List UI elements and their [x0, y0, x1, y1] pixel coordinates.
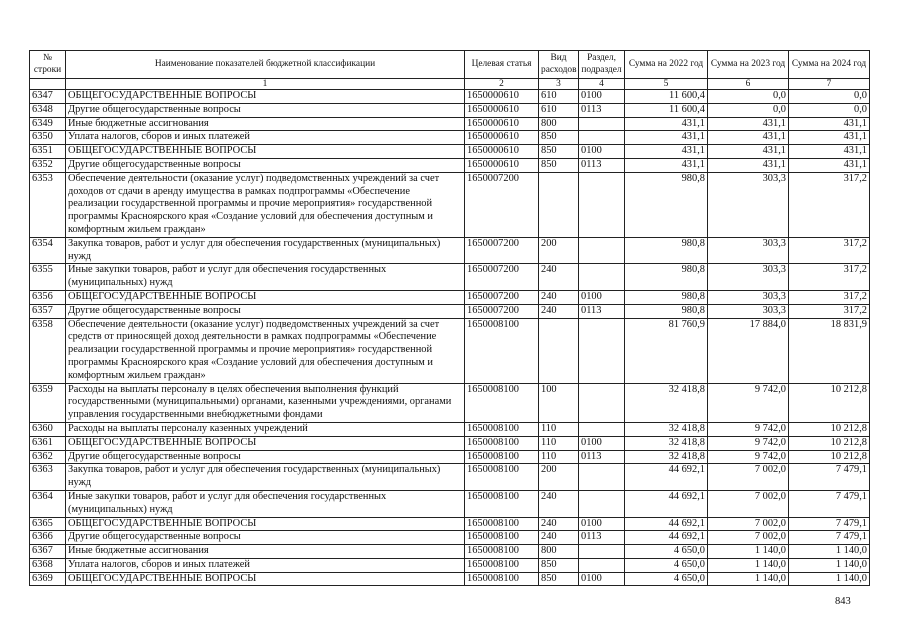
section-code: 0113 [579, 304, 625, 318]
section-code [579, 131, 625, 145]
sum-2024: 317,2 [789, 304, 870, 318]
expense-type: 240 [539, 290, 579, 304]
sum-2022: 44 692,1 [625, 531, 708, 545]
column-index: 1 [66, 79, 465, 90]
section-code [579, 545, 625, 559]
expense-type: 110 [539, 436, 579, 450]
table-row [30, 117, 870, 131]
row-number: 6358 [30, 318, 66, 383]
sum-2024: 7 479,1 [789, 464, 870, 491]
sum-2023: 303,3 [708, 290, 789, 304]
sum-2023: 0,0 [708, 90, 789, 104]
row-number: 6368 [30, 558, 66, 572]
indicator-name: ОБЩЕГОСУДАРСТВЕННЫЕ ВОПРОСЫ [66, 90, 465, 104]
indicator-name: ОБЩЕГОСУДАРСТВЕННЫЕ ВОПРОСЫ [66, 145, 465, 159]
table-row [30, 304, 870, 318]
expense-type [539, 172, 579, 237]
table-row [30, 531, 870, 545]
section-code: 0113 [579, 531, 625, 545]
row-number: 6357 [30, 304, 66, 318]
header-section: Раздел, подраздел [579, 51, 625, 79]
header-target-article: Целевая статья [465, 51, 539, 79]
indicator-name: ОБЩЕГОСУДАРСТВЕННЫЕ ВОПРОСЫ [66, 517, 465, 531]
header-sum-2023: Сумма на 2023 год [708, 51, 789, 79]
target-article: 1650000610 [465, 117, 539, 131]
table-row [30, 145, 870, 159]
sum-2024: 10 212,8 [789, 383, 870, 422]
sum-2022: 980,8 [625, 290, 708, 304]
header-sum-2024: Сумма на 2024 год [789, 51, 870, 79]
budget-table [29, 50, 870, 586]
sum-2023: 7 002,0 [708, 490, 789, 517]
section-code [579, 172, 625, 237]
indicator-name: Другие общегосударственные вопросы [66, 158, 465, 172]
section-code [579, 490, 625, 517]
sum-2022: 44 692,1 [625, 517, 708, 531]
sum-2023: 431,1 [708, 131, 789, 145]
row-number: 6356 [30, 290, 66, 304]
sum-2022: 4 650,0 [625, 572, 708, 586]
table-row [30, 572, 870, 586]
sum-2023: 9 742,0 [708, 450, 789, 464]
sum-2022: 431,1 [625, 117, 708, 131]
target-article: 1650008100 [465, 558, 539, 572]
table-row [30, 558, 870, 572]
expense-type: 240 [539, 517, 579, 531]
table-row [30, 545, 870, 559]
target-article: 1650008100 [465, 383, 539, 422]
sum-2023: 17 884,0 [708, 318, 789, 383]
target-article: 1650007200 [465, 290, 539, 304]
table-row [30, 103, 870, 117]
sum-2022: 44 692,1 [625, 490, 708, 517]
indicator-name: Иные закупки товаров, работ и услуг для обеспечения государственных (муниципальных) нужд [66, 490, 465, 517]
table-row [30, 436, 870, 450]
section-code: 0100 [579, 436, 625, 450]
expense-type: 200 [539, 237, 579, 264]
row-number: 6369 [30, 572, 66, 586]
sum-2022: 11 600,4 [625, 103, 708, 117]
indicator-name: ОБЩЕГОСУДАРСТВЕННЫЕ ВОПРОСЫ [66, 436, 465, 450]
sum-2023: 303,3 [708, 264, 789, 291]
sum-2024: 1 140,0 [789, 558, 870, 572]
table-row [30, 422, 870, 436]
indicator-name: ОБЩЕГОСУДАРСТВЕННЫЕ ВОПРОСЫ [66, 290, 465, 304]
expense-type [539, 318, 579, 383]
sum-2023: 431,1 [708, 158, 789, 172]
sum-2024: 10 212,8 [789, 436, 870, 450]
indicator-name: Другие общегосударственные вопросы [66, 103, 465, 117]
sum-2024: 317,2 [789, 264, 870, 291]
target-article: 1650008100 [465, 450, 539, 464]
column-index: 6 [708, 79, 789, 90]
column-index: 2 [465, 79, 539, 90]
section-code: 0100 [579, 145, 625, 159]
row-number: 6366 [30, 531, 66, 545]
sum-2023: 7 002,0 [708, 531, 789, 545]
row-number: 6351 [30, 145, 66, 159]
row-number: 6362 [30, 450, 66, 464]
column-index: 3 [539, 79, 579, 90]
sum-2023: 303,3 [708, 304, 789, 318]
sum-2022: 32 418,8 [625, 436, 708, 450]
sum-2023: 1 140,0 [708, 545, 789, 559]
expense-type: 610 [539, 103, 579, 117]
target-article: 1650007200 [465, 304, 539, 318]
row-number: 6352 [30, 158, 66, 172]
table-row [30, 383, 870, 422]
column-index: 4 [579, 79, 625, 90]
expense-type: 850 [539, 145, 579, 159]
sum-2024: 10 212,8 [789, 422, 870, 436]
indicator-name: Расходы на выплаты персоналу в целях обеспечения выполнения функций государственными (муниципальными) органами, казенными учреждениями, органами управления государственными внебюджетными фондами [66, 383, 465, 422]
target-article: 1650008100 [465, 517, 539, 531]
row-number: 6360 [30, 422, 66, 436]
expense-type: 240 [539, 304, 579, 318]
indicator-name: Закупка товаров, работ и услуг для обеспечения государственных (муниципальных) нужд [66, 237, 465, 264]
table-row [30, 264, 870, 291]
sum-2022: 32 418,8 [625, 383, 708, 422]
section-code [579, 318, 625, 383]
indicator-name: Другие общегосударственные вопросы [66, 531, 465, 545]
sum-2024: 18 831,9 [789, 318, 870, 383]
target-article: 1650000610 [465, 158, 539, 172]
indicator-name: Обеспечение деятельности (оказание услуг) подведомственных учреждений за счет средств от приносящей доход деятельности в рамках подпрограммы «Обеспечение реализации государственной программы и прочие мероприятия» государственной программы Красноярского края «Создание условий для обеспечения доступным и комфортным жильем граждан» [66, 318, 465, 383]
header-indicator-name: Наименование показателей бюджетной классификации [66, 51, 465, 79]
section-code: 0113 [579, 158, 625, 172]
section-code: 0113 [579, 103, 625, 117]
header-sum-2022: Сумма на 2022 год [625, 51, 708, 79]
target-article: 1650008100 [465, 490, 539, 517]
sum-2022: 980,8 [625, 264, 708, 291]
table-header-row [30, 51, 870, 79]
sum-2024: 0,0 [789, 103, 870, 117]
sum-2024: 1 140,0 [789, 545, 870, 559]
indicator-name: Иные бюджетные ассигнования [66, 117, 465, 131]
expense-type: 100 [539, 383, 579, 422]
row-number: 6355 [30, 264, 66, 291]
expense-type: 850 [539, 558, 579, 572]
sum-2022: 980,8 [625, 237, 708, 264]
sum-2024: 0,0 [789, 90, 870, 104]
sum-2022: 32 418,8 [625, 450, 708, 464]
target-article: 1650008100 [465, 531, 539, 545]
table-row [30, 172, 870, 237]
section-code: 0100 [579, 517, 625, 531]
target-article: 1650008100 [465, 318, 539, 383]
row-number: 6361 [30, 436, 66, 450]
header-expense-type: Вид расходов [539, 51, 579, 79]
target-article: 1650008100 [465, 422, 539, 436]
expense-type: 850 [539, 158, 579, 172]
section-code [579, 264, 625, 291]
target-article: 1650000610 [465, 103, 539, 117]
sum-2023: 0,0 [708, 103, 789, 117]
table-row [30, 237, 870, 264]
table-row [30, 318, 870, 383]
section-code [579, 558, 625, 572]
target-article: 1650000610 [465, 145, 539, 159]
sum-2024: 1 140,0 [789, 572, 870, 586]
row-number: 6348 [30, 103, 66, 117]
sum-2022: 4 650,0 [625, 558, 708, 572]
expense-type: 850 [539, 131, 579, 145]
indicator-name: Уплата налогов, сборов и иных платежей [66, 131, 465, 145]
sum-2023: 1 140,0 [708, 572, 789, 586]
target-article: 1650007200 [465, 264, 539, 291]
sum-2024: 431,1 [789, 117, 870, 131]
row-number: 6359 [30, 383, 66, 422]
indicator-name: Иные бюджетные ассигнования [66, 545, 465, 559]
sum-2022: 32 418,8 [625, 422, 708, 436]
sum-2024: 317,2 [789, 237, 870, 264]
column-index: 7 [789, 79, 870, 90]
row-number: 6365 [30, 517, 66, 531]
section-code: 0100 [579, 572, 625, 586]
target-article: 1650007200 [465, 237, 539, 264]
expense-type: 850 [539, 572, 579, 586]
section-code [579, 422, 625, 436]
sum-2022: 81 760,9 [625, 318, 708, 383]
section-code [579, 117, 625, 131]
column-index [30, 79, 66, 90]
row-number: 6364 [30, 490, 66, 517]
sum-2023: 9 742,0 [708, 436, 789, 450]
section-code: 0113 [579, 450, 625, 464]
row-number: 6353 [30, 172, 66, 237]
sum-2023: 7 002,0 [708, 517, 789, 531]
expense-type: 110 [539, 450, 579, 464]
sum-2023: 9 742,0 [708, 383, 789, 422]
target-article: 1650008100 [465, 464, 539, 491]
sum-2022: 4 650,0 [625, 545, 708, 559]
sum-2022: 431,1 [625, 131, 708, 145]
section-code [579, 464, 625, 491]
sum-2023: 303,3 [708, 237, 789, 264]
expense-type: 240 [539, 490, 579, 517]
row-number: 6354 [30, 237, 66, 264]
sum-2024: 431,1 [789, 131, 870, 145]
expense-type: 800 [539, 545, 579, 559]
column-index-row [30, 79, 870, 90]
sum-2022: 980,8 [625, 172, 708, 237]
header-row-number: № строки [30, 51, 66, 79]
target-article: 1650008100 [465, 545, 539, 559]
page-number: 843 [835, 596, 851, 607]
table-body [30, 90, 870, 586]
expense-type: 610 [539, 90, 579, 104]
table-row [30, 490, 870, 517]
section-code: 0100 [579, 290, 625, 304]
expense-type: 240 [539, 531, 579, 545]
target-article: 1650007200 [465, 172, 539, 237]
sum-2024: 431,1 [789, 145, 870, 159]
column-index: 5 [625, 79, 708, 90]
expense-type: 800 [539, 117, 579, 131]
sum-2024: 317,2 [789, 172, 870, 237]
table-row [30, 158, 870, 172]
target-article: 1650008100 [465, 436, 539, 450]
row-number: 6363 [30, 464, 66, 491]
row-number: 6347 [30, 90, 66, 104]
expense-type: 200 [539, 464, 579, 491]
indicator-name: Обеспечение деятельности (оказание услуг) подведомственных учреждений за счет доходов от сдачи в аренду имущества в рамках подпрограммы «Обеспечение реализации государственной программы и прочие мероприятия» государственной программы Красноярского края «Создание условий для обеспечения доступным и комфортным жильем граждан» [66, 172, 465, 237]
target-article: 1650000610 [465, 131, 539, 145]
sum-2022: 11 600,4 [625, 90, 708, 104]
section-code [579, 383, 625, 422]
target-article: 1650008100 [465, 572, 539, 586]
sum-2024: 7 479,1 [789, 531, 870, 545]
table-row [30, 131, 870, 145]
sum-2023: 9 742,0 [708, 422, 789, 436]
sum-2023: 7 002,0 [708, 464, 789, 491]
sum-2022: 44 692,1 [625, 464, 708, 491]
expense-type: 240 [539, 264, 579, 291]
table-row [30, 450, 870, 464]
sum-2023: 431,1 [708, 117, 789, 131]
indicator-name: Другие общегосударственные вопросы [66, 450, 465, 464]
sum-2024: 317,2 [789, 290, 870, 304]
indicator-name: Закупка товаров, работ и услуг для обеспечения государственных (муниципальных) нужд [66, 464, 465, 491]
indicator-name: Иные закупки товаров, работ и услуг для обеспечения государственных (муниципальных) нужд [66, 264, 465, 291]
row-number: 6367 [30, 545, 66, 559]
sum-2023: 303,3 [708, 172, 789, 237]
indicator-name: Расходы на выплаты персоналу казенных учреждений [66, 422, 465, 436]
sum-2022: 431,1 [625, 158, 708, 172]
indicator-name: Уплата налогов, сборов и иных платежей [66, 558, 465, 572]
sum-2022: 980,8 [625, 304, 708, 318]
table-row [30, 464, 870, 491]
sum-2024: 431,1 [789, 158, 870, 172]
section-code [579, 237, 625, 264]
sum-2023: 1 140,0 [708, 558, 789, 572]
indicator-name: Другие общегосударственные вопросы [66, 304, 465, 318]
sum-2024: 7 479,1 [789, 517, 870, 531]
target-article: 1650000610 [465, 90, 539, 104]
expense-type: 110 [539, 422, 579, 436]
sum-2022: 431,1 [625, 145, 708, 159]
sum-2024: 7 479,1 [789, 490, 870, 517]
table-row [30, 90, 870, 104]
sum-2024: 10 212,8 [789, 450, 870, 464]
table-row [30, 517, 870, 531]
indicator-name: ОБЩЕГОСУДАРСТВЕННЫЕ ВОПРОСЫ [66, 572, 465, 586]
sum-2023: 431,1 [708, 145, 789, 159]
table-row [30, 290, 870, 304]
section-code: 0100 [579, 90, 625, 104]
row-number: 6350 [30, 131, 66, 145]
row-number: 6349 [30, 117, 66, 131]
